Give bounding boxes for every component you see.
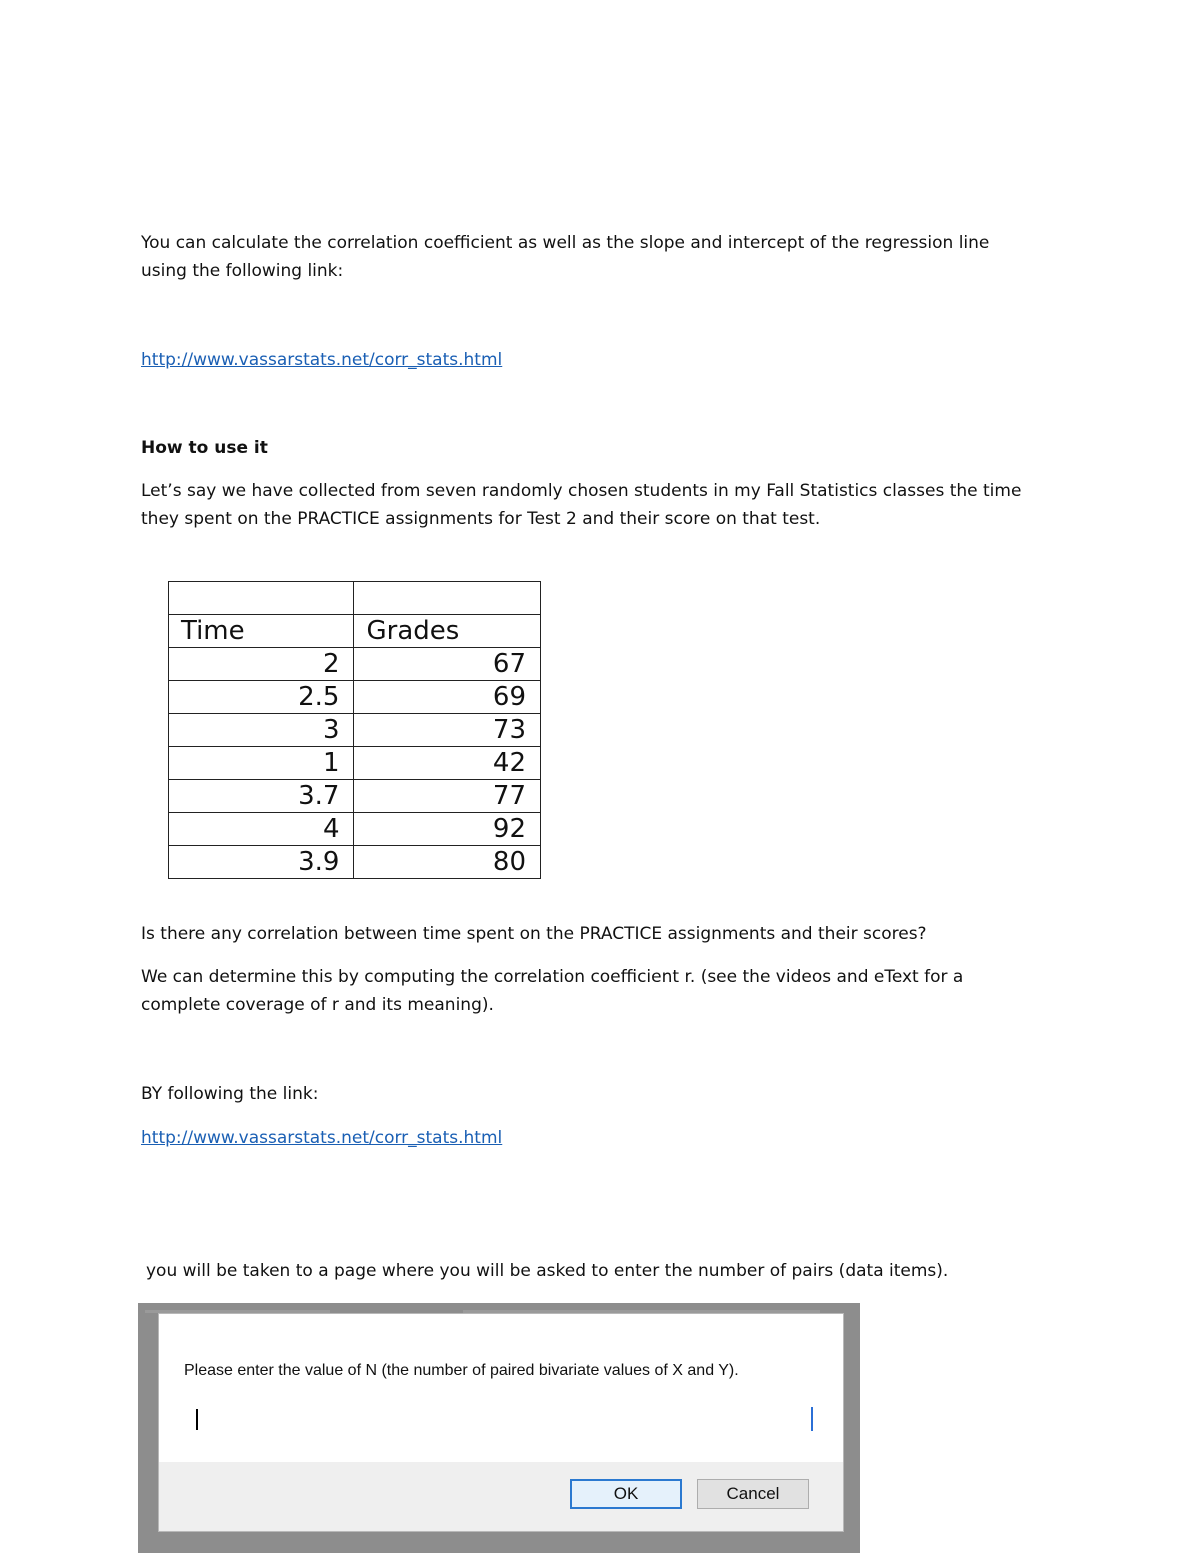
- howto-line-1: Let’s say we have collected from seven randomly chosen students in my Fall Statistics classes the time: [141, 481, 1022, 501]
- ok-button[interactable]: OK: [570, 1479, 682, 1509]
- time-cell: 4: [169, 813, 354, 846]
- table-cell: [354, 582, 541, 615]
- grade-cell: 42: [354, 747, 541, 780]
- time-cell: 2.5: [169, 681, 354, 714]
- cancel-button[interactable]: Cancel: [697, 1479, 809, 1509]
- table-header-row: [169, 615, 541, 648]
- grade-cell: 69: [354, 681, 541, 714]
- time-cell: 1: [169, 747, 354, 780]
- column-header-time: Time: [169, 615, 354, 648]
- intro-line-2: using the following link:: [141, 261, 344, 281]
- follow-label: BY following the link:: [141, 1084, 319, 1104]
- column-header-grades: Grades: [354, 615, 541, 648]
- dialog-footer: [159, 1462, 843, 1531]
- time-cell: 2: [169, 648, 354, 681]
- explain-line-2: complete coverage of r and its meaning).: [141, 995, 494, 1015]
- table-row: [169, 648, 541, 681]
- time-cell: 3.9: [169, 846, 354, 879]
- input-focus-edge: [811, 1407, 813, 1431]
- vassarstats-link-1[interactable]: http://www.vassarstats.net/corr_stats.html: [141, 350, 503, 370]
- grade-cell: 67: [354, 648, 541, 681]
- table-row: [169, 813, 541, 846]
- enter-n-dialog: [158, 1313, 844, 1532]
- time-grades-table: [168, 581, 541, 879]
- table-row: [169, 714, 541, 747]
- after-text: you will be taken to a page where you will be asked to enter the number of pairs (data items).: [146, 1261, 949, 1281]
- dialog-message: Please enter the value of N (the number of paired bivariate values of X and Y).: [184, 1362, 739, 1379]
- table-empty-row: [169, 582, 541, 615]
- grade-cell: 92: [354, 813, 541, 846]
- table-row: [169, 681, 541, 714]
- table-row: [169, 747, 541, 780]
- text-caret: [196, 1409, 198, 1430]
- grade-cell: 73: [354, 714, 541, 747]
- question-text: Is there any correlation between time spent on the PRACTICE assignments and their scores?: [141, 924, 927, 944]
- n-value-input[interactable]: [184, 1406, 812, 1432]
- howto-heading: How to use it: [141, 438, 268, 458]
- table-row: [169, 846, 541, 879]
- howto-line-2: they spent on the PRACTICE assignments for Test 2 and their score on that test.: [141, 509, 821, 529]
- time-cell: 3.7: [169, 780, 354, 813]
- vassarstats-link-2[interactable]: http://www.vassarstats.net/corr_stats.html: [141, 1128, 503, 1148]
- grade-cell: 80: [354, 846, 541, 879]
- table-row: [169, 780, 541, 813]
- table-cell: [169, 582, 354, 615]
- intro-line-1: You can calculate the correlation coefficient as well as the slope and intercept of the regression line: [141, 233, 990, 253]
- explain-line-1: We can determine this by computing the correlation coefficient r. (see the videos and eText for a: [141, 967, 964, 987]
- time-cell: 3: [169, 714, 354, 747]
- grade-cell: 77: [354, 780, 541, 813]
